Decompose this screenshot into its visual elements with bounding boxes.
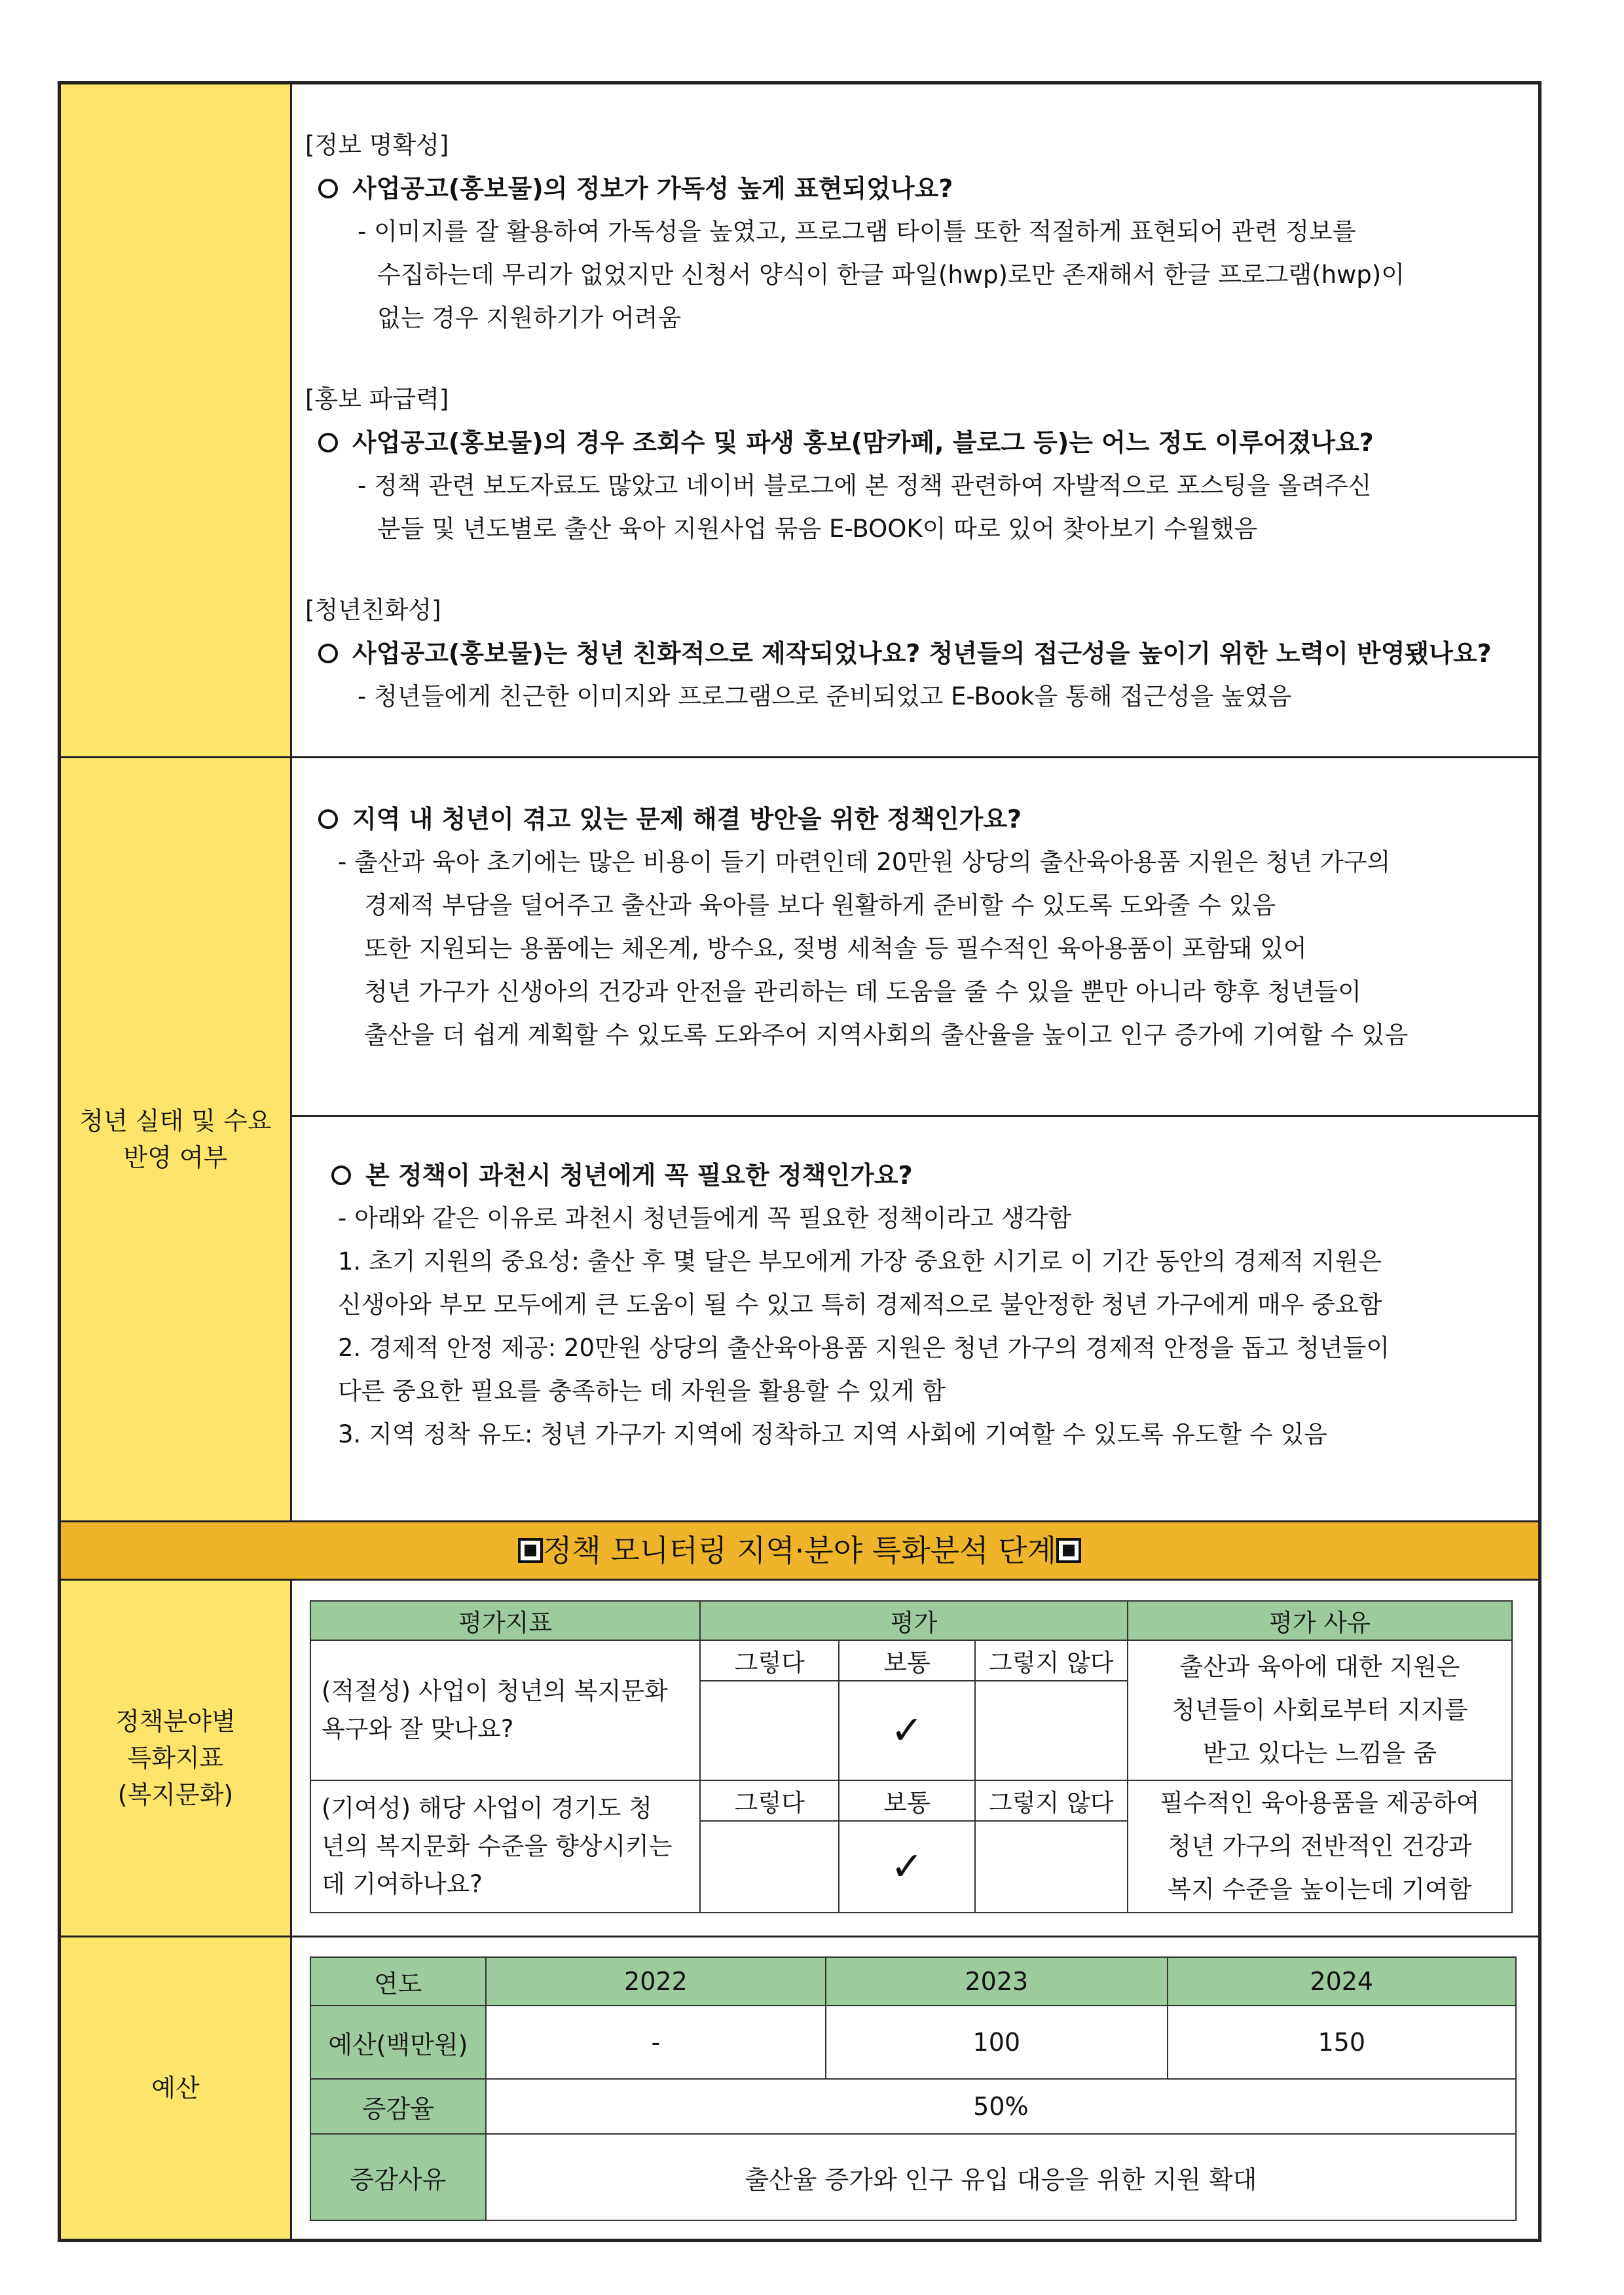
special-content [292,1581,1538,1936]
reflect-row [58,758,1541,1520]
reflect-q2-question: 본 정책이 과천시 청년에게 꼭 필요한 정책인가요? [331,1154,1538,1197]
friendly-answer-line: - 청년들에게 친근한 이미지와 프로그램으로 준비되었고 E-Book을 통해 접근성을 높였음 [358,682,1292,710]
reflect-label-line: 반영 여부 [123,1143,228,1172]
option-neutral-label: 보통 [839,1640,975,1681]
circle-bullet-icon [331,1166,351,1185]
budget-row [58,1937,1541,2242]
reason-value: 출산율 증가와 인구 유입 대응을 위한 지원 확대 [486,2134,1516,2220]
budget-content [292,1937,1538,2239]
rate-value: 50% [486,2079,1516,2134]
year-label: 연도 [310,1957,486,2006]
reflect-q2-answer-line: 다른 중요한 필요를 충족하는 데 자원을 활용할 수 있게 함 [338,1377,946,1405]
square-bullet-icon [1056,1538,1081,1563]
banner-text: 정책 모니터링 지역·분야 특화분석 단계 [542,1533,1057,1568]
reflect-q1-answer-line: 출산을 더 쉽게 계획할 수 있도록 도와주어 지역사회의 출산율을 높이고 인구 증가에 기여할 수 있음 [364,1021,1409,1049]
reflect-content [292,758,1538,1520]
option-yes-label: 그렇다 [700,1640,839,1681]
reflect-q2-block [292,1117,1538,1456]
option-neutral-label: 보통 [839,1780,975,1821]
clarity-answer-line: - 이미지를 잘 활용하여 가독성을 높였고, 프로그램 타이틀 또한 적절하게 표현되어 관련 정보를 [358,217,1356,246]
special-label-line: 특화지표 [127,1744,224,1772]
checkbox-neutral-checked[interactable]: ✓ [839,1681,975,1780]
checkbox-no[interactable] [975,1821,1128,1913]
clarity-question: 사업공고(홍보물)의 정보가 가독성 높게 표현되었나요? [305,167,1538,210]
circle-bullet-icon [318,809,338,829]
spread-answer-line: 분들 및 년도별로 출산 육아 지원사업 묶음 E-BOOK이 따로 있어 찾아보기 수월했음 [377,515,1258,543]
clarity-answer-line: 없는 경우 지원하기가 어려움 [377,304,682,332]
indicator-header: 평가지표 [310,1601,700,1640]
evaluation-table [310,1600,1513,1913]
square-bullet-icon [518,1538,543,1563]
reflect-q1-answer-line: 또한 지원되는 용품에는 체온계, 방수요, 젖병 세척솔 등 필수적인 육아용품이 포함돼 있어 [364,934,1307,963]
reflect-q2-answer-line: 2. 경제적 안정 제공: 20만원 상당의 출산육아용품 지원은 청년 가구의 경제적 안정을 돕고 청년들이 [338,1334,1390,1362]
promotion-row [58,81,1541,758]
checkbox-yes[interactable] [700,1681,839,1780]
promotion-content [292,84,1538,756]
reflect-q2-answer-line: 1. 초기 지원의 중요성: 출산 후 몇 달은 부모에게 가장 중요한 시기로 이 기간 동안의 경제적 지원은 [338,1247,1382,1276]
reason-label: 증감사유 [310,2134,486,2220]
friendly-heading: [청년친화성] [305,596,441,624]
option-no-label: 그렇지 않다 [975,1780,1128,1821]
budget-amount-label: 예산(백만원) [310,2006,486,2079]
clarity-answer-line: 수집하는데 무리가 없었지만 신청서 양식이 한글 파일(hwp)로만 존재해서 한글 프로그램(hwp)이 [377,261,1405,289]
reflect-q1-answer-line: - 출산과 육아 초기에는 많은 비용이 들기 마련인데 20만원 상당의 출산육아용품 지원은 청년 가구의 [338,848,1391,876]
reflect-q2-answer-line: - 아래와 같은 이유로 과천시 청년들에게 꼭 필요한 정책이라고 생각함 [338,1204,1071,1232]
option-no-label: 그렇지 않다 [975,1640,1128,1681]
spread-question: 사업공고(홍보물)의 경우 조회수 및 파생 홍보(맘카페, 블로그 등)는 어느 정도 이루어졌나요? [305,421,1538,464]
budget-label: 예산 [61,1937,292,2239]
reflect-q1-block [292,758,1538,1117]
friendly-question: 사업공고(홍보물)는 청년 친화적으로 제작되었나요? 청년들의 접근성을 높이기 위한 노력이 반영됐나요? [305,632,1538,675]
special-row [58,1581,1541,1937]
option-yes-label: 그렇다 [700,1780,839,1821]
special-label-line: 정책분야별 [115,1707,236,1736]
year-2023: 2023 [826,1957,1167,2006]
checkbox-no[interactable] [975,1681,1128,1780]
reflect-label-line: 청년 실태 및 수요 [79,1107,272,1135]
budget-2023-value: 100 [826,2006,1167,2079]
budget-2024-value: 150 [1168,2006,1516,2079]
year-2024: 2024 [1168,1957,1516,2006]
rate-label: 증감율 [310,2079,486,2134]
clarity-heading: [정보 명확성] [305,131,449,159]
special-label-line: (복지문화) [117,1780,234,1809]
indicator-cell: (적절성) 사업이 청년의 복지문화 욕구와 잘 맞나요? [310,1640,700,1780]
eval-header: 평가 [700,1601,1127,1640]
budget-table [310,1956,1517,2221]
reflect-q1-question: 지역 내 청년이 겪고 있는 문제 해결 방안을 위한 정책인가요? [318,798,1538,841]
special-label [61,1581,292,1936]
circle-bullet-icon [318,433,338,452]
reflect-label [61,758,292,1520]
indicator-cell: (기여성) 해당 사업이 경기도 청 년의 복지문화 수준을 향상시키는 데 기여하나요? [310,1780,700,1913]
budget-2022-value: - [486,2006,826,2079]
spread-heading: [홍보 파급력] [305,385,449,413]
circle-bullet-icon [318,644,338,663]
promotion-label-cell [61,84,292,756]
reason-cell: 출산과 육아에 대한 지원은 청년들이 사회로부터 지지를 받고 있다는 느낌을 줌 [1128,1640,1512,1780]
year-2022: 2022 [486,1957,826,2006]
reason-header: 평가 사유 [1128,1601,1512,1640]
spread-answer-line: - 정책 관련 보도자료도 많았고 네이버 블로그에 본 정책 관련하여 자발적으로 포스팅을 올려주신 [358,471,1372,500]
reason-cell: 필수적인 육아용품을 제공하여 청년 가구의 전반적인 건강과 복지 수준을 높이는데 기여함 [1128,1780,1512,1913]
checkbox-yes[interactable] [700,1821,839,1913]
checkbox-neutral-checked[interactable]: ✓ [839,1821,975,1913]
reflect-q1-answer-line: 경제적 부담을 덜어주고 출산과 육아를 보다 원활하게 준비할 수 있도록 도와줄 수 있음 [364,891,1276,919]
section-banner [58,1520,1541,1581]
reflect-q2-answer-line: 신생아와 부모 모두에게 큰 도움이 될 수 있고 특히 경제적으로 불안정한 청년 가구에게 매우 중요함 [338,1291,1382,1319]
reflect-q2-answer-line: 3. 지역 정착 유도: 청년 가구가 지역에 정착하고 지역 사회에 기여할 수 있도록 유도할 수 있음 [338,1420,1327,1448]
reflect-q1-answer-line: 청년 가구가 신생아의 건강과 안전을 관리하는 데 도움을 줄 수 있을 뿐만 아니라 향후 청년들이 [364,978,1361,1006]
evaluation-page [58,81,1541,2242]
circle-bullet-icon [318,179,338,198]
